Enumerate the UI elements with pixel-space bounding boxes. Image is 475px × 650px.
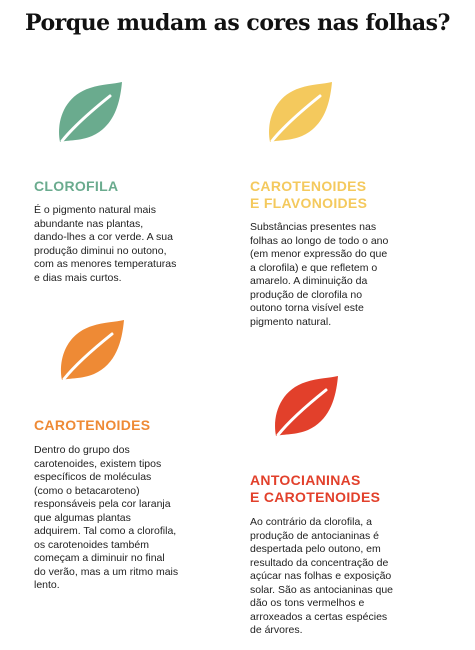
antocianinas-carotenoides-heading: ANTOCIANINAS E CAROTENOIDES [250, 472, 381, 505]
page-title: Porque mudam as cores nas folhas? [25, 10, 450, 36]
carotenoides-flavonoides-heading: CAROTENOIDES E FLAVONOIDES [250, 178, 368, 211]
clorofila-heading: CLOROFILA [34, 178, 119, 194]
red-leaf-icon [268, 376, 340, 438]
yellow-leaf-icon [262, 82, 334, 144]
orange-leaf-icon [54, 320, 126, 382]
carotenoides-flavonoides-text: Substâncias presentes nas folhas ao longo de todo o ano (em menor expressão do que a clorofila) e que refletem o amarelo. A diminuição da produção de clorofila no outono torna visível este pigmento natural. [250, 221, 389, 328]
antocianinas-carotenoides-text: Ao contrário da clorofila, a produção de antocianinas é despertada pelo outono, em resultado da concentração de açúcar nas folhas e exposição solar. São as antocianinas que dão os tons vermelhos e arroxeados a certas espécies de árvores. [250, 516, 394, 636]
carotenoides-heading: CAROTENOIDES [34, 417, 151, 433]
green-leaf-icon [52, 82, 124, 144]
clorofila-text: É o pigmento natural mais abundante nas plantas, dando-lhes a cor verde. A sua produção diminui no outono, com as menores temperaturas e dias mais curtos. [34, 204, 177, 284]
carotenoides-text: Dentro do grupo dos carotenoides, existem tipos específicos de moléculas (como o betacaroteno) responsáveis pela cor laranja que algumas plantas adquirem. Tal como a clorofila, os carotenoides também começam a diminuir no final do verão, mas a um ritmo mais lento. [34, 444, 179, 591]
